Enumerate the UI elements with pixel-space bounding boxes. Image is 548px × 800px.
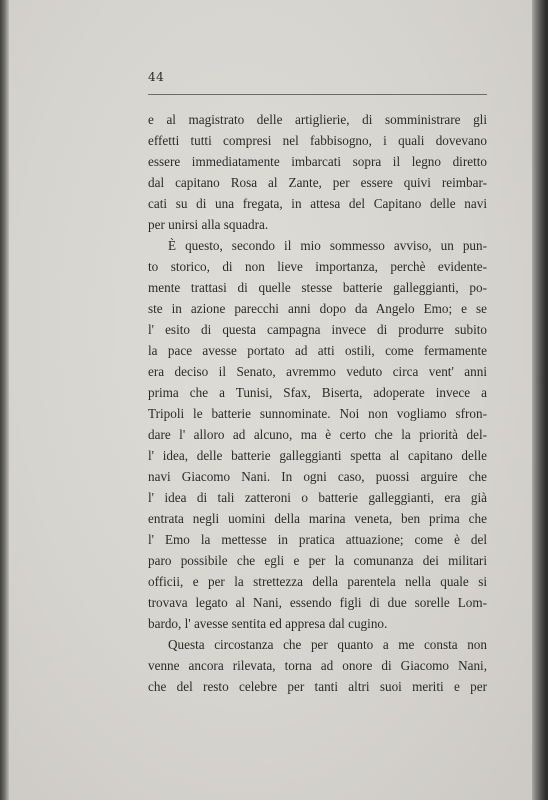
text-line: l' idea, delle batterie galleggianti spetta al capitano delle <box>148 448 487 463</box>
text-line: navi Giacomo Nani. In ogni caso, puossi arguire che <box>148 469 487 484</box>
text-line: dare l' alloro ad alcuno, ma è certo che la priorità del- <box>148 427 487 442</box>
text-line: la pace avesse portato ad atti ostili, come fermamente <box>148 343 487 358</box>
text-line: bardo, l' avesse sentita ed appresa dal cugino. <box>148 616 388 631</box>
text-line: venne ancora rilevata, torna ad onore di Giacomo Nani, <box>148 658 487 673</box>
header-rule <box>148 94 487 95</box>
text-line: ste in azione parecchi anni dopo da Angelo Emo; e se <box>148 301 487 316</box>
text-line: l' Emo la mettesse in pratica attuazione; come è del <box>148 532 487 547</box>
text-line: e al magistrato delle artiglierie, di somministrare gli <box>148 112 487 127</box>
text-line: l' idea di tali zatteroni o batterie galleggianti, era già <box>148 490 487 505</box>
text-line: officii, e per la strettezza della parentela nella quale si <box>148 574 487 589</box>
page-edge-shadow <box>532 0 548 800</box>
text-line: È questo, secondo il mio sommesso avviso, un pun- <box>168 238 487 253</box>
text-line: prima che a Tunisi, Sfax, Biserta, adoperate invece a <box>148 385 487 400</box>
body-text <box>148 109 487 697</box>
book-page <box>9 0 532 800</box>
text-line: essere immediatamente imbarcati sopra il legno diretto <box>148 154 487 169</box>
text-line: entrata negli uomini della marina veneta, ben prima che <box>148 511 487 526</box>
text-line: effetti tutti compresi nel fabbisogno, i quali dovevano <box>148 133 487 148</box>
text-line: era deciso il Senato, avremmo veduto circa vent' anni <box>148 364 487 379</box>
text-line: cati su di una fregata, in attesa del Capitano delle navi <box>148 196 487 211</box>
text-line: per unirsi alla squadra. <box>148 217 269 232</box>
text-line: Questa circostanza che per quanto a me consta non <box>168 637 487 652</box>
text-line: to storico, di non lieve importanza, perchè evidente- <box>148 259 487 274</box>
text-line: trovava legato al Nani, essendo figli di due sorelle Lom- <box>148 595 487 610</box>
text-line: Tripoli le batterie sunnominate. Noi non vogliamo sfron- <box>148 406 487 421</box>
page-number: 44 <box>148 70 165 84</box>
text-line: mente trattasi di quelle stesse batterie galleggianti, po- <box>148 280 487 295</box>
text-line: che del resto celebre per tanti altri suoi meriti e per <box>148 679 487 694</box>
text-line: l' esito di questa campagna invece di produrre subito <box>148 322 487 337</box>
text-line: dal capitano Rosa al Zante, per essere quivi reimbar- <box>148 175 487 190</box>
text-line: paro possibile che egli e per la comunanza dei militari <box>148 553 487 568</box>
